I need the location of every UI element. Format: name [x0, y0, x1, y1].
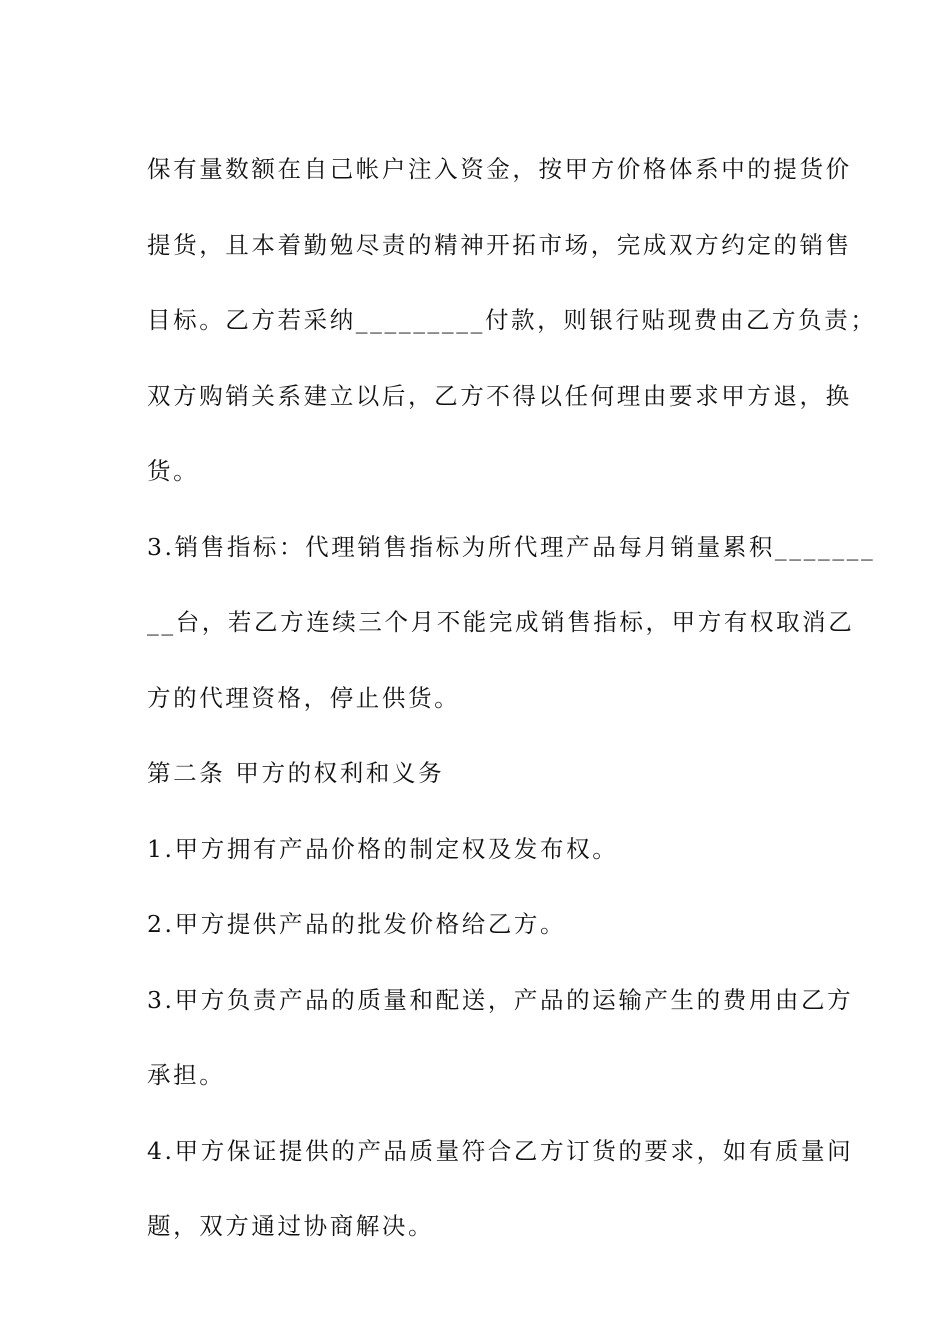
clause-2-wholesale-price [147, 887, 807, 963]
text-line: 提货，且本着勤勉尽责的精神开拓市场，完成双方约定的销售 [147, 230, 852, 259]
text-line: 保有量数额在自己帐户注入资金，按甲方价格体系中的提货价 [147, 155, 852, 183]
text-line: 1.甲方拥有产品价格的制定权及发布权。 [147, 834, 619, 863]
clause-1-pricing-rights [147, 812, 807, 888]
text-line: __台，若乙方连续三个月不能完成销售指标，甲方有权取消乙 [147, 608, 855, 636]
clause-3-quality-delivery [147, 963, 854, 1114]
text-line: 双方购销关系建立以后，乙方不得以任何理由要求甲方退，换 [147, 381, 852, 410]
text-line: 3.甲方负责产品的质量和配送，产品的运输产生的费用由乙方 [147, 985, 854, 1014]
text-line: 货。 [147, 457, 200, 485]
paragraph-sales-target [147, 510, 876, 737]
clause-4-quality-guarantee [147, 1114, 854, 1265]
document-body [147, 132, 877, 1265]
text-line: 4.甲方保证提供的产品质量符合乙方订货的要求，如有质量问 [147, 1136, 854, 1165]
text-line: 第二条 甲方的权利和义务 [147, 759, 445, 787]
text-line: 3.销售指标：代理销售指标为所代理产品每月销量累积_______ [147, 532, 876, 561]
section-heading-party-a-rights [147, 736, 807, 812]
text-line: 题，双方通过协商解决。 [147, 1212, 435, 1240]
text-line: 目标。乙方若采纳_________付款，则银行贴现费由乙方负责； [147, 306, 877, 334]
paragraph-sales-terms [147, 132, 877, 510]
text-line: 2.甲方提供产品的批发价格给乙方。 [147, 910, 567, 938]
text-line: 方的代理资格，停止供货。 [147, 683, 461, 712]
text-line: 承担。 [147, 1061, 226, 1089]
